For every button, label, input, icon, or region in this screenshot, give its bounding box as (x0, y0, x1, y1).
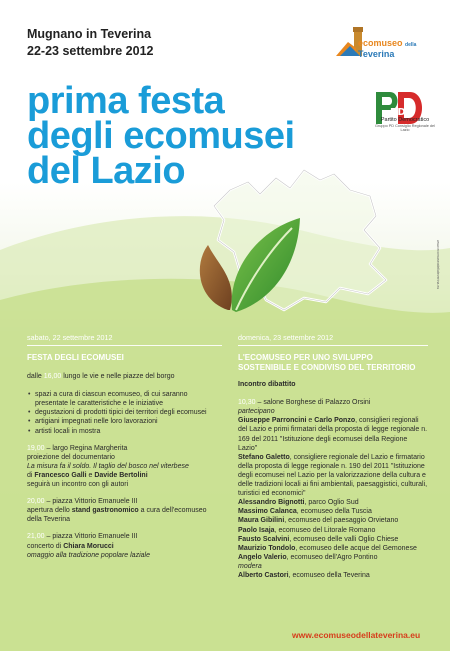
header (27, 26, 153, 60)
saturday-intro (27, 372, 222, 381)
speaker-role: , ecomuseo della Tuscia (296, 508, 372, 516)
event2-post: a cura dell'ecomuseo della Teverina (27, 507, 207, 524)
list-item: • artisti locali in mostra (35, 427, 222, 436)
event-stand (27, 497, 222, 524)
speaker-name: Massimo Calanca (238, 508, 297, 516)
event3-time: 21,00 (27, 533, 45, 541)
speaker-role: , ecomuseo delle acque del Gemonese (295, 544, 417, 552)
intro-post: lungo le vie e nelle piazze del borgo (61, 373, 175, 381)
logo-word-della: della (405, 42, 417, 48)
speaker-name: Paolo Isaja (238, 526, 275, 534)
event2-place: – piazza Vittorio Emanuele III (44, 498, 138, 506)
event1-and: e (86, 471, 95, 479)
sunday-subheading: Incontro dibattito (238, 381, 296, 389)
speaker-name: Fausto Scalvini (238, 535, 290, 543)
sunday-date: domenica, 23 settembre 2012 (238, 333, 334, 342)
documentary-title: La misura fa il soldo. Il taglio del bosco nel viterbese (27, 462, 189, 470)
modera-label: modera (238, 562, 262, 570)
speaker-role: , ecomuseo dell'Agro Pontino (286, 553, 378, 561)
p1-and: e (306, 417, 315, 425)
logo-word-ecomuseo: ecomuseo (358, 38, 403, 48)
event-dates: 22-23 settembre 2012 (27, 44, 154, 58)
event1-line5: seguirà un incontro con gli autori (27, 481, 129, 489)
pd-letters: PD (390, 107, 406, 118)
participant-name: Stefano Galetto (238, 453, 290, 461)
speaker-row (238, 516, 428, 525)
moderator-row (238, 571, 428, 580)
sunday-place: – salone Borghese di Palazzo Orsini (255, 399, 371, 407)
participant-role: , consigliere regionale del Lazio e firmatario della proposta di legge regionale n. 190 del 2011 "Istituzione degli ecomusei nel Lazio per la valorizzazione della cultura e delle tradizioni locali ai fini ambientali, paesaggistici, culturali, turistici ed economici" (238, 453, 428, 498)
event2-pre: apertura dello (27, 507, 72, 515)
speaker-row (238, 553, 428, 562)
main-title (27, 80, 295, 192)
event3-pre: concerto di (27, 542, 64, 550)
activities-list (27, 390, 222, 435)
speaker-role: , ecomuseo delle valli Oglio Chiese (289, 535, 399, 543)
divider (27, 345, 222, 346)
list-item: • spazi a cura di ciascun ecomuseo, di cui saranno presentate le caratteristiche e le iniziative (35, 390, 222, 408)
event-concert (27, 532, 222, 559)
pd-name: Partito Democratico (380, 117, 430, 123)
list-item: • artigiani impegnati nelle loro lavorazioni (35, 417, 222, 426)
event2-bold: stand gastronomico (71, 507, 139, 515)
speaker-role: , ecomuseo del paesaggio Orvietano (284, 517, 399, 525)
sunday-heading: L'ECOMUSEO PER UNO SVILUPPO SOSTENIBILE E CONDIVISO DEL TERRITORIO (238, 353, 416, 373)
event1-place: – largo Regina Margherita (44, 444, 128, 452)
location: Mugnano in Teverina (27, 27, 152, 41)
participant-role: , consiglieri regionali del Lazio e primi firmatari della proposta di legge regionale n. 169 del 2011 "Istituzione degli ecomusei della Regione Lazio" (238, 417, 428, 452)
saturday-date: sabato, 22 settembre 2012 (27, 333, 113, 342)
moderator-name: Alberto Castori (238, 571, 289, 579)
intro-pre: dalle (27, 373, 44, 381)
event2-time: 20,00 (27, 498, 45, 506)
moderator-role: , ecomuseo della Teverina (288, 571, 370, 579)
event1-line2: proiezione del documentario (27, 453, 115, 461)
event1-time: 19,00 (27, 444, 45, 452)
author-2: Davide Bertolini (94, 471, 148, 479)
event-documentary (27, 444, 222, 489)
footer-url-link[interactable]: www.ecomuseodellateverina.eu (292, 630, 421, 640)
leaves-icon (188, 210, 308, 320)
speaker-row (238, 507, 428, 516)
author-1: Francesco Galli (34, 471, 87, 479)
partecipano-label: partecipano (238, 408, 275, 416)
event1-by: di (27, 471, 35, 479)
logo-word-teverina: Teverina (358, 49, 395, 59)
saturday-program (27, 333, 222, 560)
speaker-name: Alessandro Bignotti (238, 499, 305, 507)
speaker-row (238, 544, 428, 553)
participant-2 (238, 453, 428, 498)
speaker-row (238, 535, 428, 544)
speaker-row (238, 498, 428, 507)
title-line-3: del Lazio (27, 150, 186, 192)
sunday-time: 10,30 (238, 399, 256, 407)
speaker-role: , parco Oglio Sud (304, 499, 359, 507)
list-item: • degustazioni di prodotti tipici dei territori degli ecomusei (35, 408, 222, 417)
ecomuseo-logo-text (358, 39, 416, 59)
event3-line3: omaggio alla tradizione popolare laziale (27, 551, 150, 559)
saturday-heading: FESTA DEGLI ECOMUSEI (27, 353, 124, 363)
speaker-role: , ecomuseo del Litorale Romano (274, 526, 376, 534)
side-note: www.ecomuseodellateverina.eu (436, 240, 440, 290)
participant-name: Carlo Ponzo (314, 417, 356, 425)
intro-time: 16,00 (43, 373, 62, 381)
divider (238, 345, 428, 346)
speaker-name: Angelo Valerio (238, 553, 287, 561)
event3-place: – piazza Vittorio Emanuele III (44, 533, 138, 541)
sunday-program (238, 333, 428, 580)
speaker-name: Maurizio Tondolo (238, 544, 296, 552)
title-line-2: degli ecomusei (27, 115, 295, 157)
event3-bold: Chiara Morucci (63, 542, 114, 550)
participant-1 (238, 416, 428, 452)
speaker-name: Maura Gibilini (238, 517, 285, 525)
speaker-row (238, 526, 428, 535)
title-line-1: prima festa (27, 80, 225, 122)
pd-subtitle: Gruppo PD Consiglio Regionale del Lazio (375, 124, 435, 132)
participant-name: Giuseppe Parroncini (238, 417, 307, 425)
